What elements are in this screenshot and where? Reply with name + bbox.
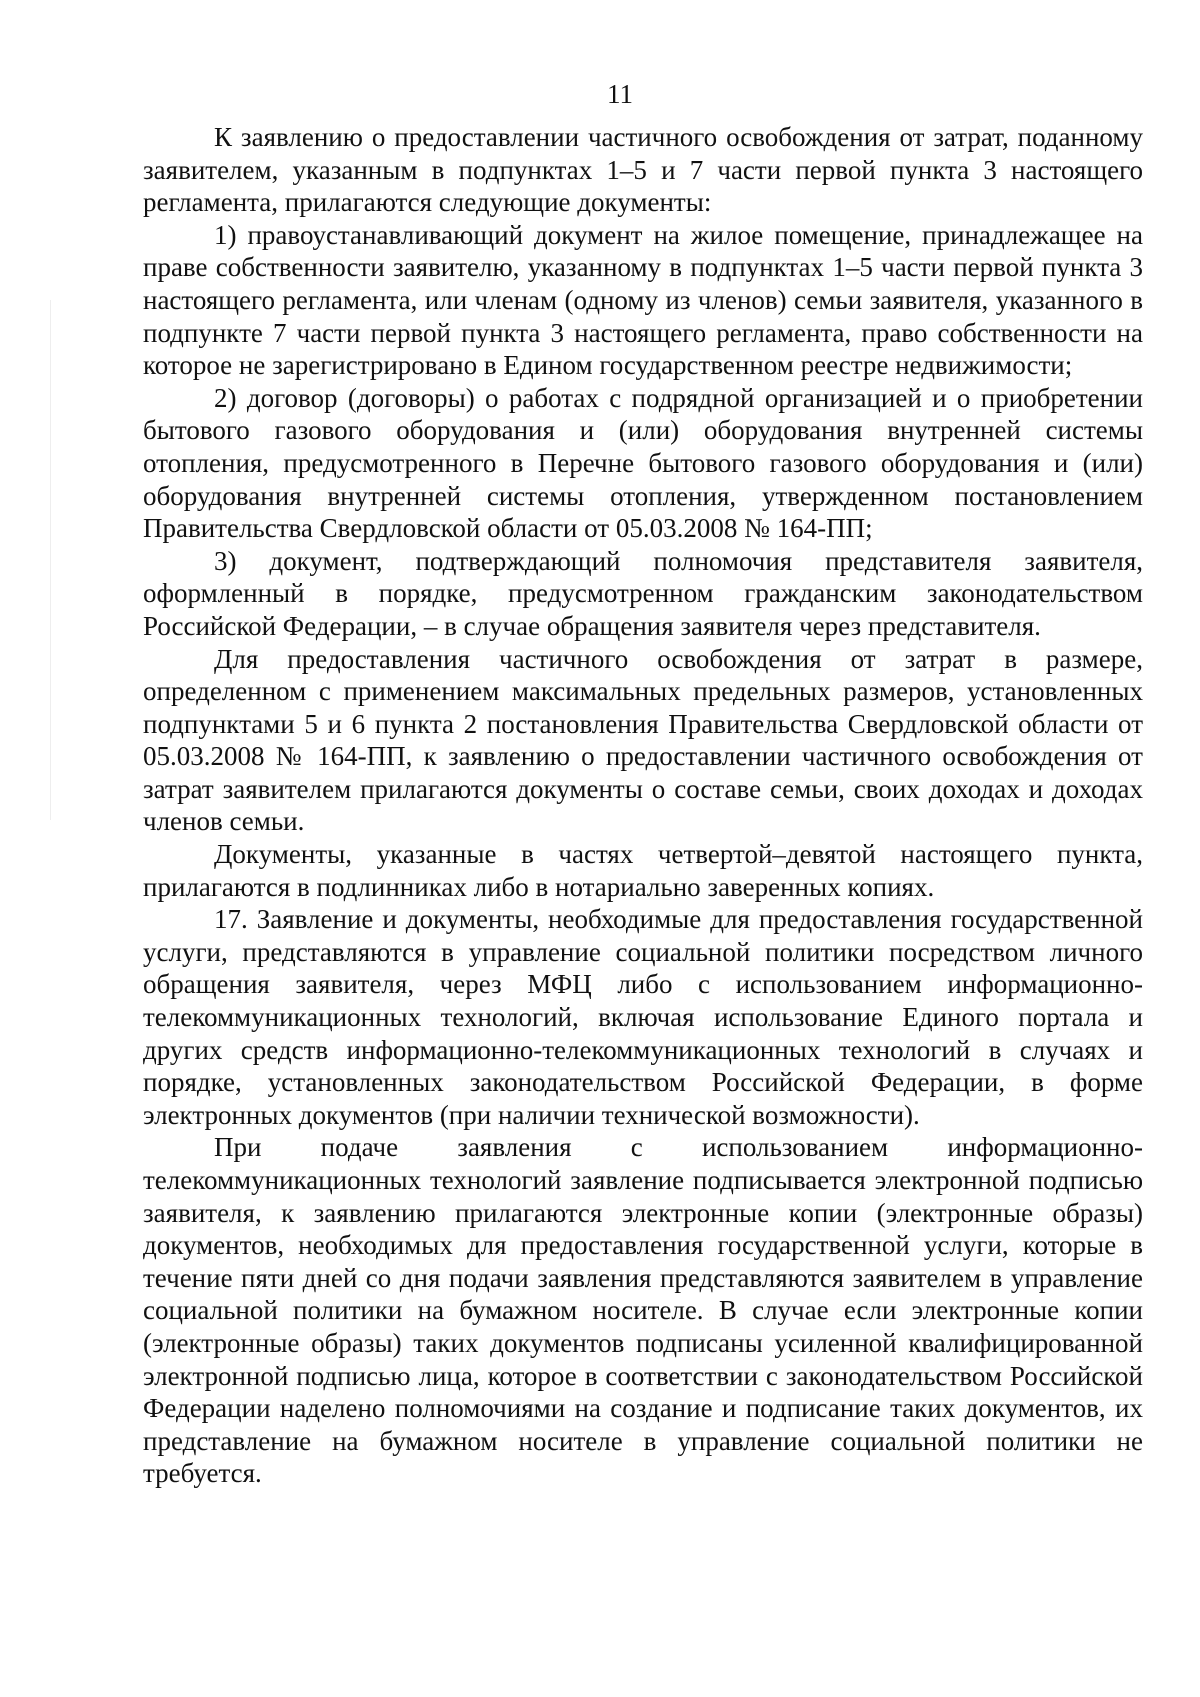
paragraph-item-1-title-document: 1) правоустанавливающий документ на жилое помещение, принадлежащее на праве собственности заявителю, указанному в подпунктах 1–5 части первой пункта 3 настоящего регламента, или членам (одному из членов) семьи заявителя, указанного в подпункте 7 части первой пункта 3 настоящего регламента, право собственности на которое не зарегистрировано в Едином государственном реестре недвижимости; [143, 219, 1143, 381]
paragraph-clause-17-submission: 17. Заявление и документы, необходимые для предоставления государственной услуги, представляются в управление социальной политики посредством личного обращения заявителя, через МФЦ либо с использованием информационно-телекоммуникационных технологий, включая использование Единого портала и других средств информационно-телекоммуникационных технологий в случаях и порядке, установленных законодательством Российской Федерации, в форме электронных документов (при наличии технической возможности). [143, 904, 1143, 1130]
page-number: 11 [607, 79, 633, 109]
document-body [143, 121, 1143, 1490]
paragraph-originals-or-copies: Документы, указанные в частях четвертой–девятой настоящего пункта, прилагаются в подлинниках либо в нотариально заверенных копиях. [143, 839, 1143, 902]
paragraph-item-2-contracts: 2) договор (договоры) о работах с подрядной организацией и о приобретении бытового газового оборудования и (или) оборудования внутренней системы отопления, предусмотренного в Перечне бытового газового оборудования и (или) оборудования внутренней системы отопления, утвержденном постановлением Правительства Свердловской области от 05.03.2008 № 164-ПП; [143, 382, 1143, 544]
paragraph-electronic-submission: При подаче заявления с использованием информационно-телекоммуникационных технологий заявление подписывается электронной подписью заявителя, к заявлению прилагаются электронные копии (электронные образы) документов, необходимых для предоставления государственной услуги, которые в течение пяти дней со дня подачи заявления представляются заявителем в управление социальной политики на бумажном носителе. В случае если электронные копии (электронные образы) таких документов подписаны усиленной квалифицированной электронной подписью лица, которое в соответствии с законодательством Российской Федерации наделено полномочиями на создание и подписание таких документов, их представление на бумажном носителе в управление социальной политики не требуется. [143, 1132, 1143, 1489]
paragraph-family-income-documents: Для предоставления частичного освобождения от затрат в размере, определенном с применением максимальных предельных размеров, установленных подпунктами 5 и 6 пункта 2 постановления Правительства Свердловской области от 05.03.2008 № 164-ПП, к заявлению о предоставлении частичного освобождения от затрат заявителем прилагаются документы о составе семьи, своих доходах и доходах членов семьи. [143, 643, 1143, 837]
paragraph-attachments-intro: К заявлению о предоставлении частичного освобождения от затрат, поданному заявителем, указанным в подпунктах 1–5 и 7 части первой пункта 3 настоящего регламента, прилагаются следующие документы: [143, 122, 1143, 218]
scan-shadow-line [50, 300, 51, 820]
paragraph-item-3-representative: 3) документ, подтверждающий полномочия представителя заявителя, оформленный в порядке, предусмотренном гражданским законодательством Российской Федерации, – в случае обращения заявителя через представителя. [143, 545, 1143, 641]
